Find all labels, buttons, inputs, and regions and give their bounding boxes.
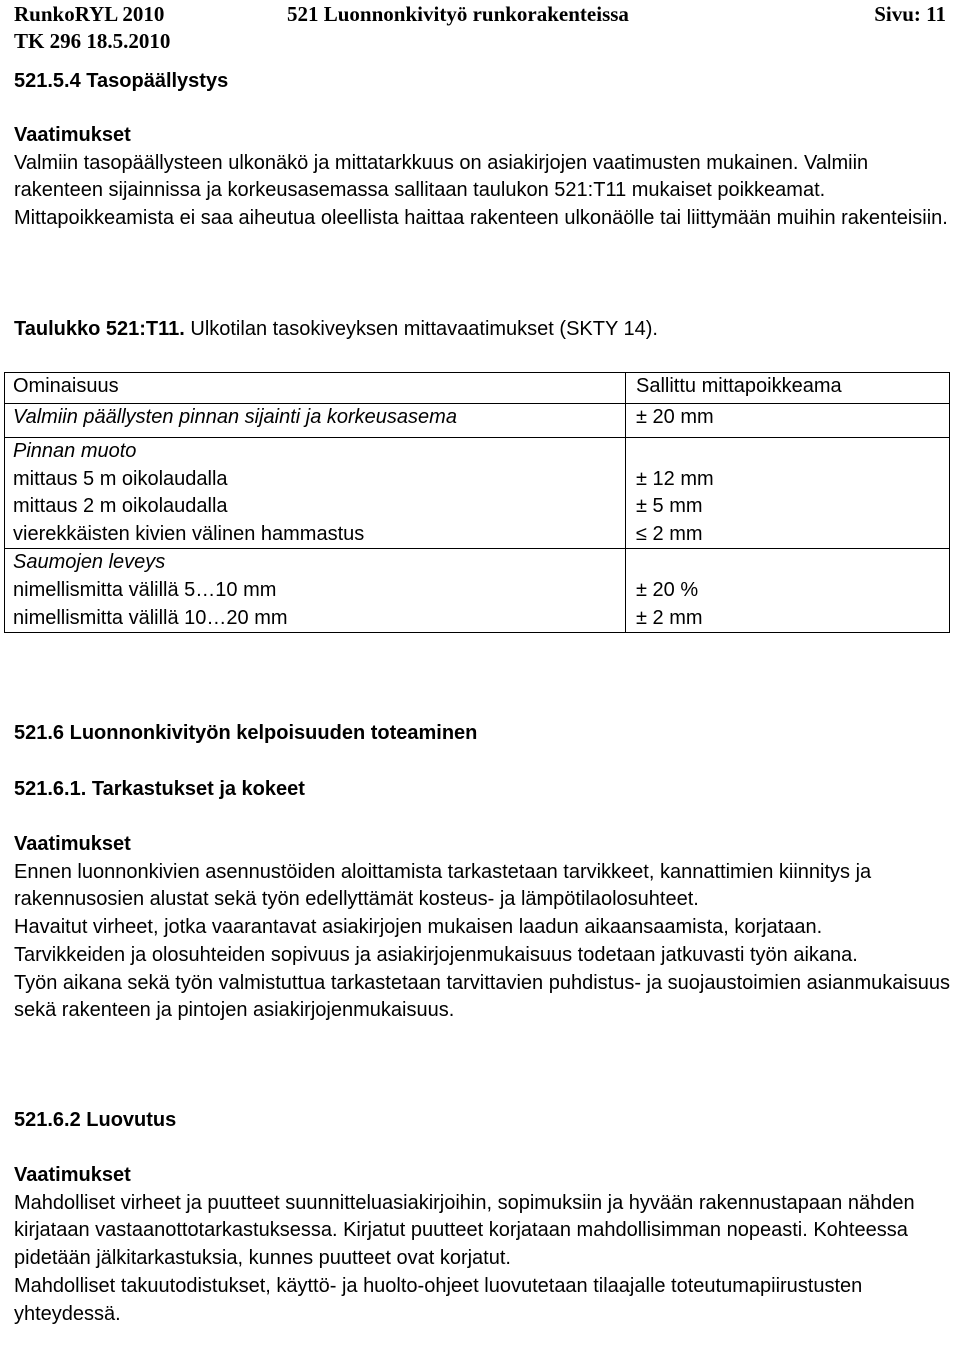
section-title: 521.6 Luonnonkivityön kelpoisuuden toteaminen <box>14 722 478 744</box>
row-item-value: ≤ 2 mm <box>636 522 703 545</box>
table-row <box>5 549 950 633</box>
tolerance-table <box>4 372 950 633</box>
paragraph: Mahdolliset takuutodistukset, käyttö- ja huolto-ohjeet luovutetaan tilaajalle toteutumapiirustusten yhteydessä. <box>14 1274 863 1325</box>
requirements-heading: Vaatimukset <box>14 124 131 146</box>
row-item-label: nimellismitta välillä 10…20 mm <box>13 606 288 629</box>
paragraph: Havaitut virheet, jotka vaarantavat asiakirjojen mukaisen laadun aikaansaamista, korjataan. <box>14 916 823 939</box>
row-item-value: ± 12 mm <box>636 467 714 490</box>
subsection-title: 521.6.2 Luovutus <box>14 1109 177 1131</box>
table-row <box>5 404 950 438</box>
paragraph: Tarvikkeiden ja olosuhteiden sopivuus ja asiakirjojenmukaisuus todetaan jatkuvasti työn aikana. <box>14 943 858 966</box>
subsection-521-6-2-body <box>14 1162 952 1328</box>
header-document-name: RunkoRYL 2010 <box>14 2 165 26</box>
row-group-label: Saumojen leveys <box>13 551 166 574</box>
requirements-heading: Vaatimukset <box>14 833 131 855</box>
paragraph: Mahdolliset virheet ja puutteet suunnitteluasiakirjoihin, sopimuksiin ja hyvään rakennustapaan nähden kirjataan vastaanottotarkastuksessa. Kirjatut puutteet korjataan mahdollisimman nopeasti. Kohteessa pidetään jälkitarkastuksia, kunnes puutteet ovat korjatut. <box>14 1191 915 1270</box>
row-group-label: Pinnan muoto <box>13 440 137 462</box>
requirements-heading: Vaatimukset <box>14 1164 131 1186</box>
header-document-id: TK 296 18.5.2010 <box>14 29 171 53</box>
requirements-text: Valmiin tasopäällysteen ulkonäkö ja mittatarkkuus on asiakirjojen vaatimusten mukainen. Valmiin rakenteen sijainnissa ja korkeusasemassa sallitaan taulukon 521:T11 mukaiset poikkeamat. Mittapoikkeamista ei saa aiheutua oleellista haittaa rakenteen ulkonäölle tai liittymään muihin rakenteisiin. <box>14 151 948 230</box>
row-item-label: mittaus 5 m oikolaudalla <box>13 467 228 490</box>
row-item-value: ± 2 mm <box>636 606 703 629</box>
table-caption <box>14 316 952 344</box>
row-label: Valmiin päällysten pinnan sijainti ja korkeusasema <box>5 404 626 438</box>
row-item-value: ± 5 mm <box>636 495 703 518</box>
subsection-521-6-1-title <box>14 776 952 804</box>
section-521-5-4-title <box>14 68 952 96</box>
row-value: ± 20 mm <box>626 404 950 438</box>
row-item-label: mittaus 2 m oikolaudalla <box>13 495 228 518</box>
subsection-521-6-2-title <box>14 1107 952 1135</box>
table-caption-label: Taulukko 521:T11. <box>14 318 185 340</box>
header-chapter-title: 521 Luonnonkivityö runkorakenteissa <box>287 2 629 26</box>
row-item-label: nimellismitta välillä 5…10 mm <box>13 578 277 601</box>
column-header-property: Ominaisuus <box>5 373 626 404</box>
table-row <box>5 438 950 549</box>
header-page-number: Sivu: 11 <box>874 2 946 26</box>
paragraph: Työn aikana sekä työn valmistuttua tarkastetaan tarvittavien puhdistus- ja suojaustoimien asianmukaisuus sekä rakenteen ja pintojen asiakirjojenmukaisuus. <box>14 971 951 1022</box>
table-caption-text: Ulkotilan tasokiveyksen mittavaatimukset (SKTY 14). <box>184 318 658 340</box>
paragraph: Ennen luonnonkivien asennustöiden aloittamista tarkastetaan tarvikkeet, kannattimien kiinnitys ja rakennusosien alustat sekä työn edellyttämät kosteus- ja lämpötilaolosuhteet. <box>14 860 872 911</box>
section-521-6-title <box>14 720 952 748</box>
row-item-value: ± 20 % <box>636 578 699 601</box>
subsection-title: 521.6.1. Tarkastukset ja kokeet <box>14 778 305 800</box>
section-521-5-4-body <box>14 122 952 233</box>
table-header-row <box>5 373 950 404</box>
section-title: 521.5.4 Tasopäällystys <box>14 70 229 92</box>
subsection-521-6-1-body <box>14 831 952 1025</box>
row-item-label: vierekkäisten kivien välinen hammastus <box>13 522 365 545</box>
column-header-tolerance: Sallittu mittapoikkeama <box>626 373 950 404</box>
